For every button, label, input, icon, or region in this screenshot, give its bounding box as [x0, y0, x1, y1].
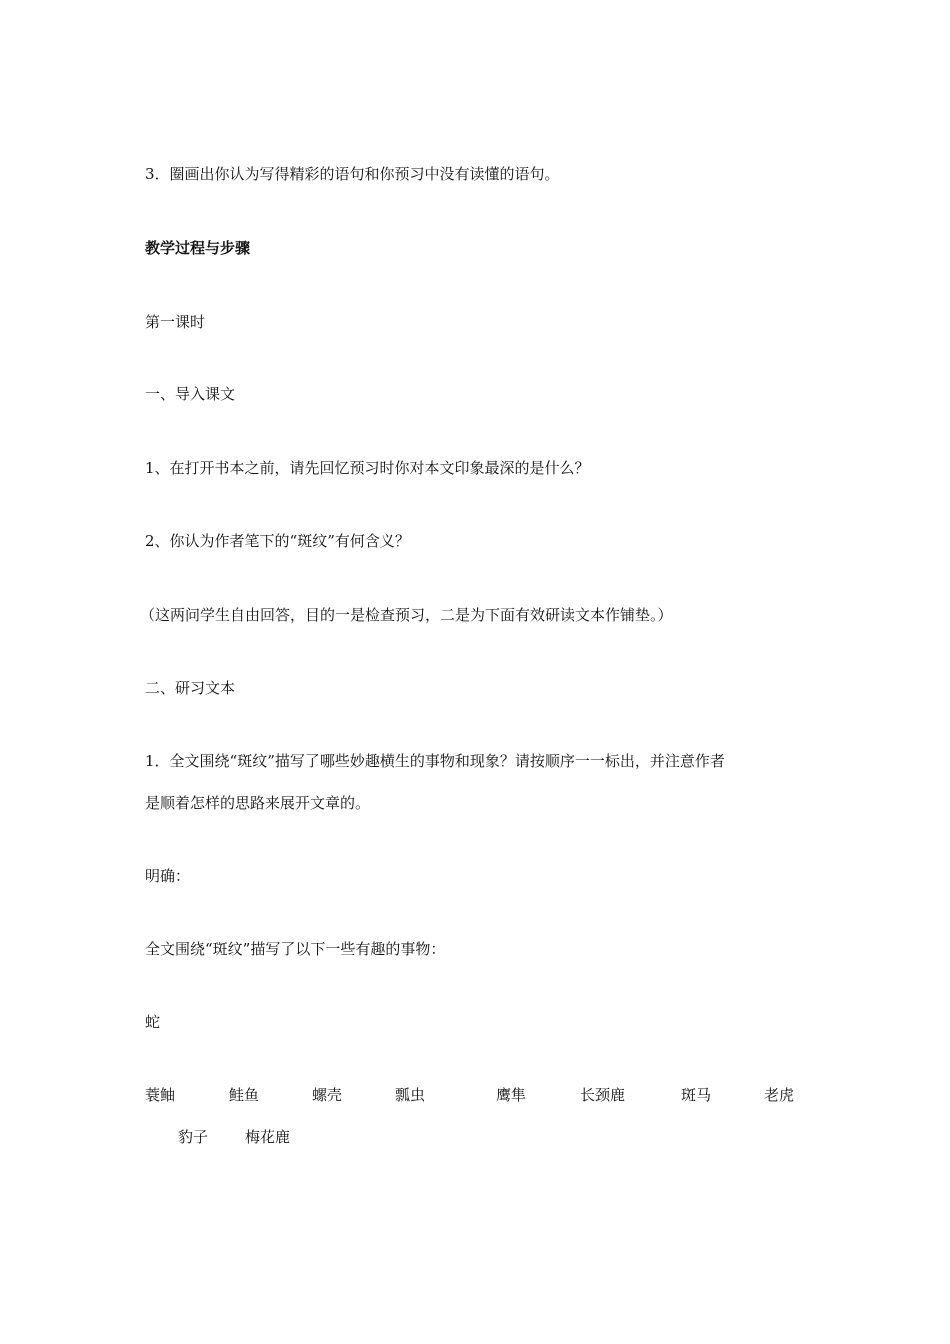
item-snake: 蛇	[145, 1013, 161, 1031]
item-ladybug: 瓢虫	[395, 1086, 426, 1104]
item-lionfish: 蓑鲉	[145, 1086, 176, 1104]
question-2: 2、你认为作者笔下的“斑纹”有何含义？	[145, 532, 410, 550]
item-falcon: 鹰隼	[496, 1086, 527, 1104]
task-1-line-2: 是顺着怎样的思路来展开文章的。	[145, 794, 371, 812]
item-zebra: 斑马	[681, 1086, 712, 1104]
summary-sentence: 全文围绕“斑纹”描写了以下一些有趣的事物：	[145, 940, 446, 958]
item-leopard: 豹子	[178, 1128, 209, 1146]
section-title-study-text: 二、研习文本	[145, 679, 236, 697]
item-sika-deer: 梅花鹿	[245, 1128, 291, 1146]
item-salmon: 鲑鱼	[229, 1086, 260, 1104]
item-giraffe: 长颈鹿	[580, 1086, 626, 1104]
task-1-line-1: 1．全文围绕“斑纹”描写了哪些妙趣横生的事物和现象？请按顺序一一标出，并注意作者	[145, 752, 725, 770]
section-heading-teaching-process: 教学过程与步骤	[145, 239, 251, 257]
clarify-label: 明确：	[145, 867, 191, 885]
section-title-introduction: 一、导入课文	[145, 385, 236, 403]
teaching-note: （这两问学生自由回答，目的一是检查预习，二是为下面有效研读文本作铺垫。）	[140, 606, 673, 624]
item-snail-shell: 螺壳	[312, 1086, 343, 1104]
question-1: 1、在打开书本之前，请先回忆预习时你对本文印象最深的是什么？	[145, 459, 590, 477]
lesson-label: 第一课时	[145, 313, 206, 331]
paragraph-preview-task-3: 3．圈画出你认为写得精彩的语句和你预习中没有读懂的语句。	[145, 165, 560, 183]
item-tiger: 老虎	[764, 1086, 795, 1104]
